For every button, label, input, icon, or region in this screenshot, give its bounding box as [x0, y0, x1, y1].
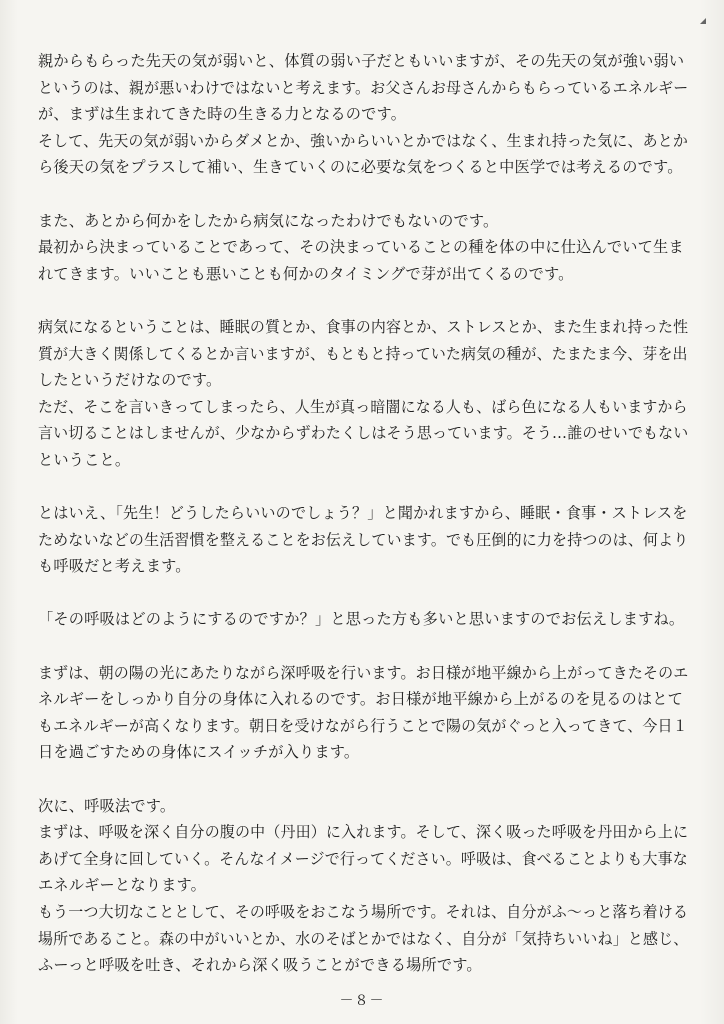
paragraph — [38, 48, 688, 181]
text-line: とはいえ、「先生！どうしたらいいのでしょう？」と聞かれますから、睡眠・食事・ストレスを — [38, 504, 688, 523]
text-line: 言い切ることはしませんが、少なからずわたくしはそう思っています。そう…誰のせいでもない — [38, 424, 689, 443]
paragraph — [38, 500, 688, 580]
text-line: 質が大きく関係してくるとか言いますが、もともと持っていた病気の種が、たまたま今、芽を出 — [38, 344, 688, 363]
text-line: もう一つ大切なこととして、その呼吸をおこなう場所です。それは、自分がふ～っと落ち着ける — [38, 903, 689, 921]
text-line: 「その呼吸はどのようにするのですか？」と思った方も多いと思いますのでお伝えしますね。 — [38, 610, 685, 629]
text-line: ら後天の気をプラスして補い、生きていくのに必要な気をつくると中医学では考えるのです。 — [38, 158, 683, 177]
text-line: 場所であること。森の中がいいとか、水のそばとかではなく、自分が「気持ちいいね」と感じ、 — [38, 929, 689, 948]
text-line: 病気になるということは、睡眠の質とか、食事の内容とか、ストレスとか、また生まれ持った性 — [38, 317, 689, 336]
text-line: もエネルギーが高くなります。朝日を受けながら行うことで陽の気がぐっと入ってきて、今日１ — [38, 716, 688, 735]
text-line: というのは、親が悪いわけではないと考えます。お父さんお母さんからもらっているエネルギー — [38, 78, 689, 97]
body-text — [38, 48, 688, 1005]
text-line: れてきます。いいことも悪いことも何かのタイミングで芽が出てくるのです。 — [38, 264, 574, 283]
text-line: も呼吸だと考えます。 — [38, 557, 191, 576]
text-line: 親からもらった先天の気が弱いと、体質の弱い子だともいいますが、その先天の気が強い弱い — [38, 52, 685, 70]
text-line: ふーっと呼吸を吐き、それから深く吸うことができる場所です。 — [38, 956, 482, 975]
text-line: ネルギーをしっかり自分の身体に入れるのです。お日様が地平線から上がるのを見るのはとて — [38, 690, 684, 709]
text-line: エネルギーとなります。 — [38, 876, 207, 895]
corner-mark — [700, 18, 706, 24]
text-line: したというだけなのです。 — [38, 371, 222, 390]
text-line: 最初から決まっていることであって、その決まっていることの種を体の中に仕込んでいて生ま — [38, 238, 684, 257]
paragraph — [38, 793, 688, 979]
paragraph — [38, 314, 688, 474]
paragraph — [38, 208, 688, 288]
text-line: ためないなどの生活習慣を整えることをお伝えしています。でも圧倒的に力を持つのは、何より — [38, 530, 689, 549]
text-line: ということ。 — [38, 450, 131, 469]
text-line: ただ、そこを言いきってしまったら、人生が真っ暗闇になる人も、ばら色になる人もいますから — [38, 397, 688, 416]
text-line: そして、先天の気が弱いからダメとか、強いからいいとかではなく、生まれ持った気に、あとか — [38, 131, 689, 150]
text-line: まずは、呼吸を深く自分の腹の中（丹田）に入れます。そして、深く吸った呼吸を丹田から上に — [38, 823, 689, 842]
text-line: が、まずは生まれてきた時の生きる力となるのです。 — [38, 105, 407, 124]
text-line: あげて全身に回していく。そんなイメージで行ってください。呼吸は、食べることよりも大事な — [38, 849, 688, 868]
paragraph — [38, 606, 688, 633]
page-number: －８－ — [339, 993, 385, 1009]
text-line: 日を過ごすための身体にスイッチが入ります。 — [38, 743, 360, 762]
text-line: また、あとから何かをしたから病気になったわけでもないのです。 — [38, 211, 499, 230]
text-line: 次に、呼吸法です。 — [38, 796, 176, 815]
paragraph — [38, 660, 688, 766]
text-line: まずは、朝の陽の光にあたりながら深呼吸を行います。お日様が地平線から上がってきたそのエ — [38, 663, 689, 682]
